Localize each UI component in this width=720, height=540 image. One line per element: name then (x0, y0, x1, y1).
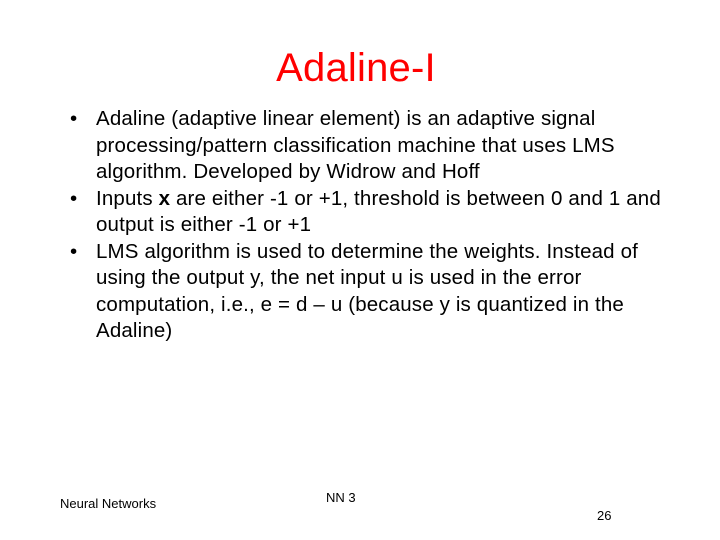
footer-lecture-label: NN 3 (326, 490, 356, 505)
bullet-text: Inputs (96, 186, 159, 210)
bullet-item-inputs (70, 186, 670, 239)
slide-title: Adaline-I (276, 46, 436, 90)
bullet-item-adaline-definition (70, 106, 670, 186)
footer-course-name: Neural Networks (60, 496, 157, 511)
bullet-icon: • (70, 107, 78, 130)
bullet-icon: • (70, 239, 78, 263)
bullet-icon: • (70, 186, 78, 210)
slide-page-number: 26 (597, 508, 612, 523)
bullet-text: Adaline (adaptive linear element) is an adaptive signal processing/pattern classification machine that uses LMS algorithm. Developed by Widrow and Hoff (96, 107, 615, 183)
bullet-list (70, 106, 670, 345)
bullet-item-lms-algorithm (70, 239, 670, 345)
bullet-text: LMS algorithm is used to determine the weights. Instead of using the output y, the net input u is used in the error computation, i.e., e = d – u (because y is quantized in the Adaline) (96, 239, 638, 342)
bullet-text: are either -1 or +1, threshold is between 0 and 1 and output is either -1 or +1 (96, 186, 661, 236)
bold-variable-x: x (158, 186, 171, 210)
